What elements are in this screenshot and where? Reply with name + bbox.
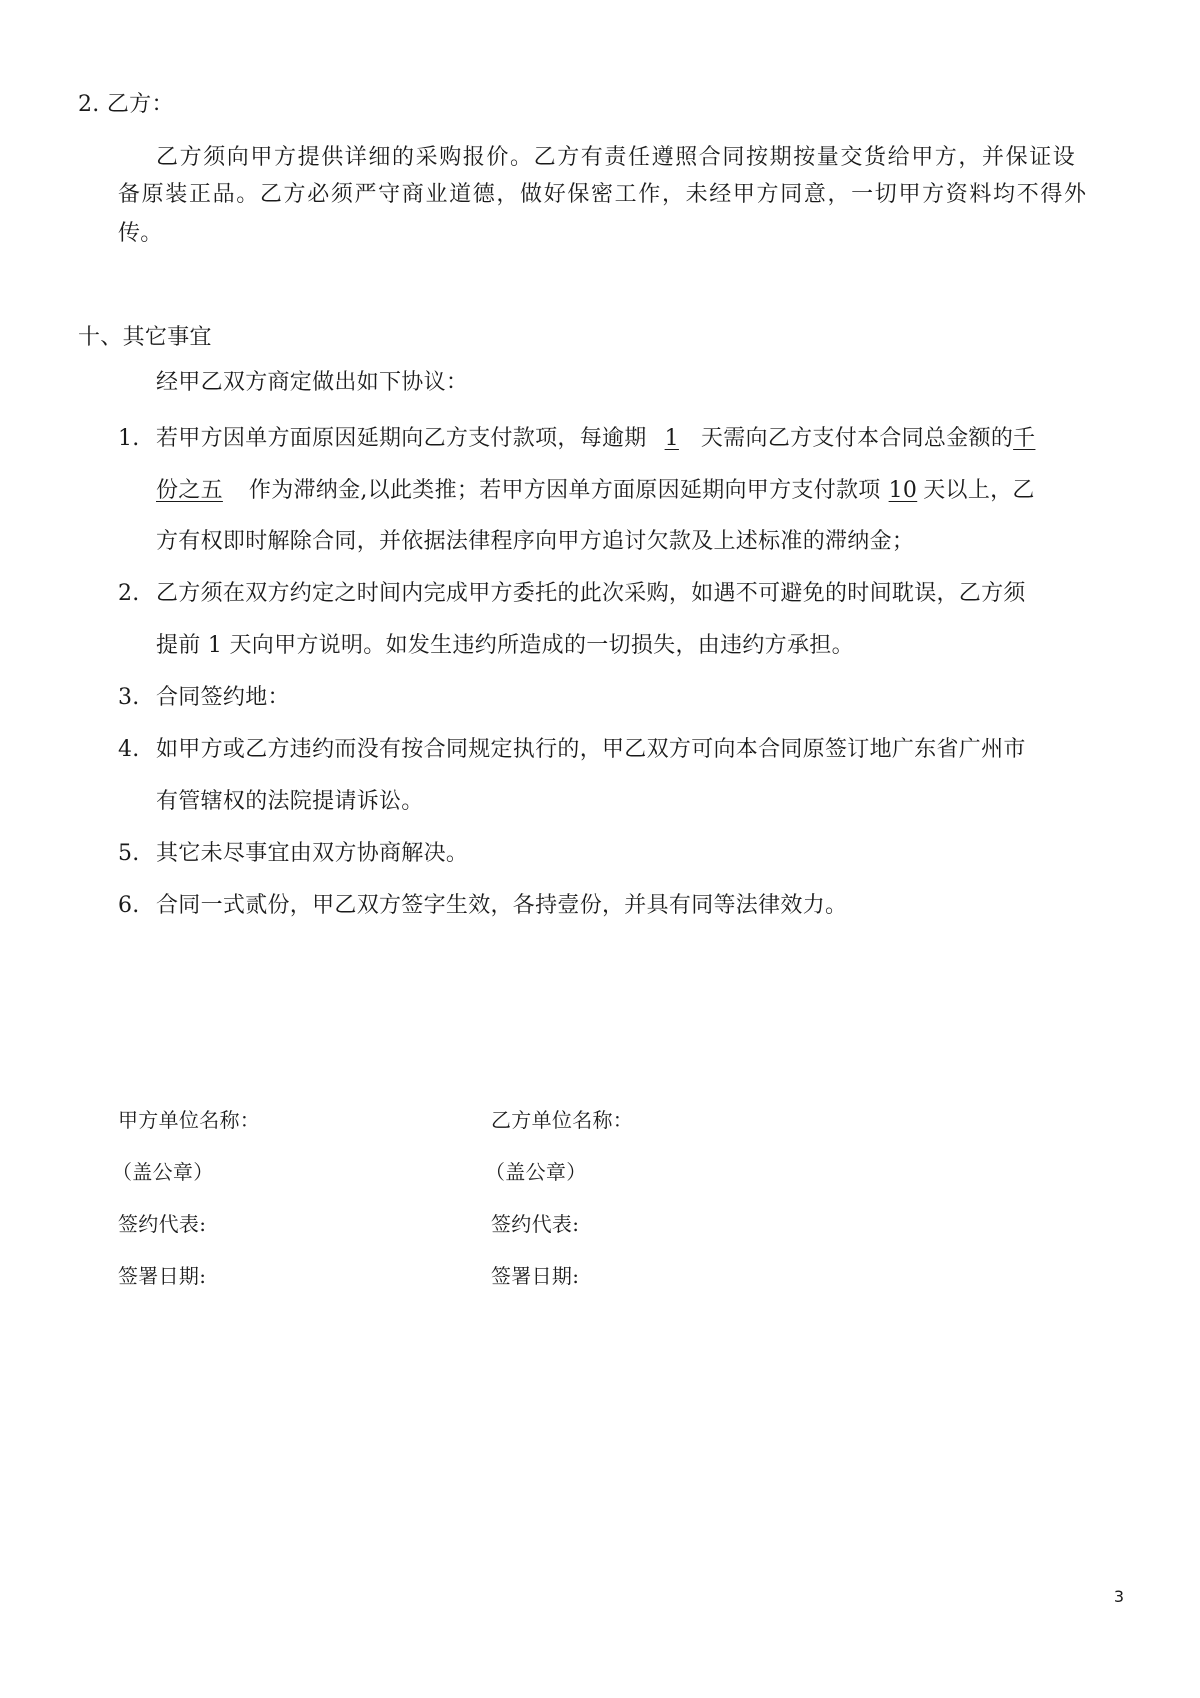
penalty-rate-field: 份之五 (156, 478, 223, 503)
text: 乙方须向甲方提供详细的采购报价。乙方有责任遵照合同按期按量交货给甲方，并保证设 (156, 145, 1077, 170)
list-item-1-line-3: 方有权即时解除合同，并依据法律程序向甲方追讨欠款及上述标准的滞纳金； (156, 529, 915, 554)
party-b-date-label: 签署日期: (491, 1264, 580, 1288)
party-b-seal-label: （盖公章） (485, 1160, 587, 1184)
text: 若甲方因单方面原因延期向乙方支付款项，每逾期 (156, 426, 647, 451)
text: 天需向乙方支付本合同总金额的 (700, 426, 1014, 451)
termination-days-field: 10 (888, 478, 918, 503)
list-item-2-line-1 (118, 579, 1026, 609)
party-a-representative-label: 签约代表: (118, 1212, 207, 1236)
list-item-number: 5. (118, 841, 140, 866)
list-item-4-line-1 (118, 735, 1026, 765)
list-item-6 (118, 891, 847, 921)
text: 如甲方或乙方违约而没有按合同规定执行的，甲乙双方可向本合同原签订地广东省广州市 (156, 737, 1026, 762)
text: 合同签约地： (156, 685, 290, 710)
list-item-number: 4. (118, 737, 140, 762)
list-item-number: 2. (118, 581, 140, 606)
party-b-name-label: 乙方单位名称： (491, 1108, 634, 1132)
overdue-days-field: 1 (664, 426, 679, 451)
party-a-seal-label: （盖公章） (112, 1160, 214, 1184)
list-item-1-line-1 (118, 424, 1035, 454)
page-number: 3 (1113, 1587, 1124, 1606)
list-item-number: 1. (118, 426, 140, 451)
list-item-1-line-2 (156, 476, 1035, 506)
penalty-rate-field: 千 (1013, 426, 1036, 451)
section-2-paragraph-line-1 (156, 143, 1077, 173)
section-2-paragraph-line-2: 备原装正品。乙方必须严守商业道德，做好保密工作，未经甲方同意，一切甲方资料均不得外 (118, 182, 1088, 207)
section-2-paragraph-line-3: 传。 (118, 221, 163, 246)
text: 作为滞纳金,以此类推；若甲方因单方面原因延期向甲方支付款项 (248, 478, 881, 503)
party-a-date-label: 签署日期: (118, 1264, 207, 1288)
list-item-3 (118, 683, 290, 713)
party-a-name-label: 甲方单位名称： (118, 1108, 261, 1132)
text: 乙方须在双方约定之时间内完成甲方委托的此次采购，如遇不可避免的时间耽误，乙方须 (156, 581, 1026, 606)
section-10-heading: 十、其它事宜 (78, 325, 212, 350)
list-item-number: 3. (118, 685, 140, 710)
section-2-heading: 2. 乙方： (78, 92, 174, 117)
text: 合同一式贰份，甲乙双方签字生效，各持壹份，并具有同等法律效力。 (156, 893, 848, 918)
list-item-5 (118, 839, 468, 869)
text: 其它未尽事宜由双方协商解决。 (156, 841, 469, 866)
section-10-intro: 经甲乙双方商定做出如下协议： (156, 370, 469, 395)
list-item-number: 6. (118, 893, 140, 918)
party-b-representative-label: 签约代表: (491, 1212, 580, 1236)
list-item-4-line-2: 有管辖权的法院提请诉讼。 (156, 789, 424, 814)
text: 天以上，乙 (923, 478, 1035, 503)
list-item-2-line-2: 提前 1 天向甲方说明。如发生违约所造成的一切损失，由违约方承担。 (156, 633, 854, 658)
